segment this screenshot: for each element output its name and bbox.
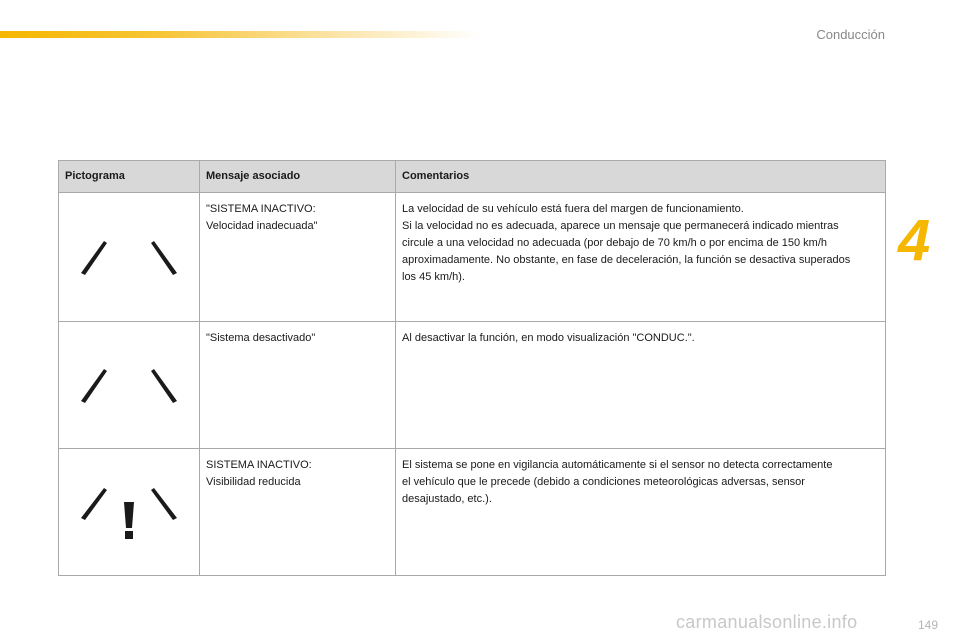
section-title: Conducción <box>816 27 885 42</box>
comment-line: desajustado, etc.). <box>402 493 492 505</box>
comment-line: Al desactivar la función, en modo visualización "CONDUC.". <box>402 332 695 344</box>
message-cell <box>200 322 396 449</box>
table-header-row <box>59 161 886 193</box>
pictogram-table <box>58 160 886 576</box>
comment-line: el vehículo que le precede (debido a condiciones meteorológicas adversas, sensor <box>402 476 805 488</box>
pictogram-cell <box>59 449 200 576</box>
pictogram-cell <box>59 193 200 322</box>
table-row <box>59 449 886 576</box>
header-pictograma: Pictograma <box>59 161 200 193</box>
comment-line: La velocidad de su vehículo está fuera del margen de funcionamiento. <box>402 203 744 215</box>
message-line: SISTEMA INACTIVO: <box>206 459 312 471</box>
top-accent-bar <box>0 31 480 38</box>
pictogram-cell <box>59 322 200 449</box>
message-line: "SISTEMA INACTIVO: <box>206 203 316 215</box>
comment-cell <box>396 193 886 322</box>
comment-cell <box>396 449 886 576</box>
header-mensaje: Mensaje asociado <box>200 161 396 193</box>
table-row <box>59 322 886 449</box>
message-line: "Sistema desactivado" <box>206 332 316 344</box>
comment-cell <box>396 322 886 449</box>
comment-line: Si la velocidad no es adecuada, aparece un mensaje que permanecerá indicado mientras <box>402 220 839 232</box>
lane-lines-icon <box>79 365 179 405</box>
page-number: 149 <box>917 618 938 632</box>
lane-lines-icon <box>79 237 179 277</box>
message-line: Velocidad inadecuada" <box>206 220 318 232</box>
comment-line: aproximadamente. No obstante, en fase de deceleración, la función se desactiva superados <box>402 254 851 266</box>
message-cell <box>200 449 396 576</box>
comment-line: los 45 km/h). <box>402 271 465 283</box>
message-line: Visibilidad reducida <box>206 476 301 488</box>
lane-lines-warning-icon <box>79 484 179 540</box>
comment-line: circule a una velocidad no adecuada (por debajo de 70 km/h o por encima de 150 km/h <box>402 237 827 249</box>
table-row <box>59 193 886 322</box>
chapter-number: 4 <box>898 208 931 273</box>
header-comentarios: Comentarios <box>396 161 886 193</box>
watermark: carmanualsonline.info <box>676 612 858 632</box>
message-cell <box>200 193 396 322</box>
comment-line: El sistema se pone en vigilancia automáticamente si el sensor no detecta correctamente <box>402 459 833 471</box>
